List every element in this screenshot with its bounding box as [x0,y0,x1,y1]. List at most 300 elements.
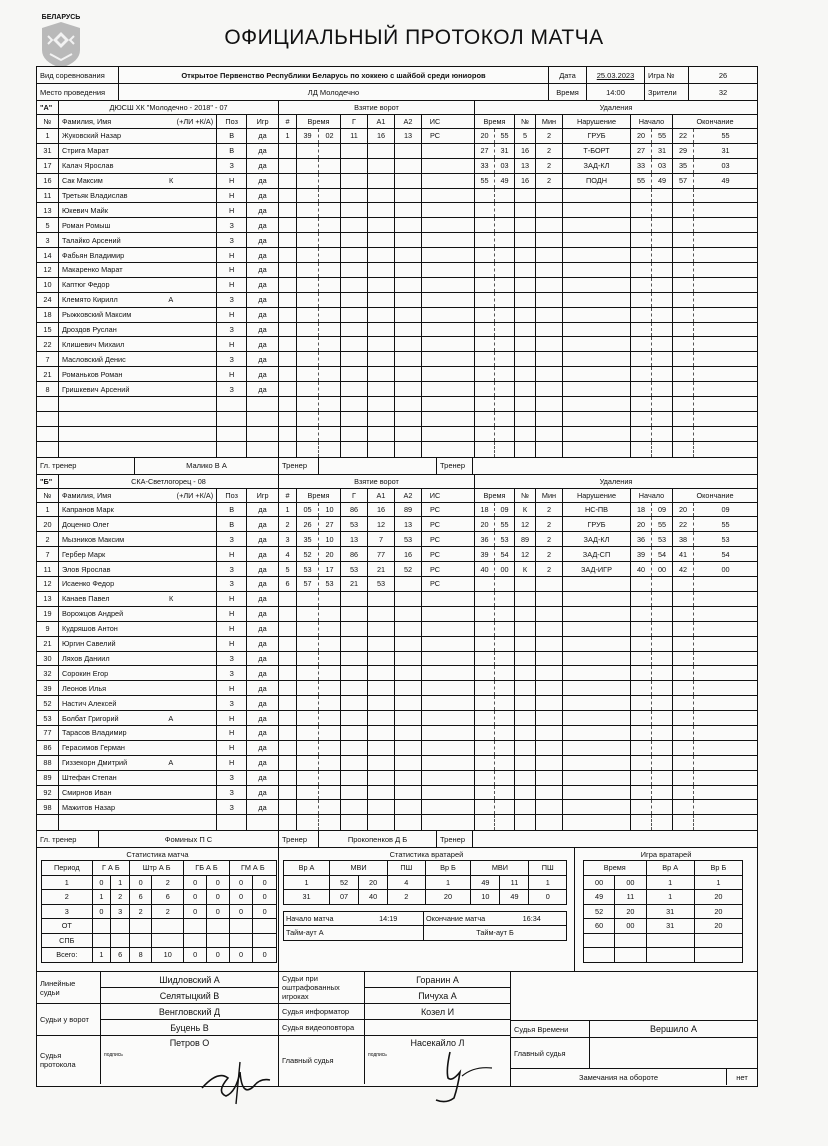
penalty-end-sec [694,786,757,800]
player-name: Каптюг Федор [61,280,110,290]
goal-number [279,189,297,203]
penalty-second: 31 [495,144,515,158]
player-name-cell [59,607,217,621]
player-played: да [258,519,267,529]
penalty-end-min [673,442,694,457]
penalty-end-min [673,786,694,800]
penalty-second: 00 [495,562,515,576]
gk-a-number: 1 [284,875,330,890]
competition-label: Вид соревнования [37,67,119,83]
penalty-player [515,637,536,651]
goal-second [319,308,341,322]
penalty-player [515,293,536,307]
goal-number [279,786,297,800]
penalty-end-sec [694,233,757,247]
player-position: З [217,800,247,814]
player-name-cell [59,203,217,217]
stats-value [130,919,152,934]
player-name-cell [59,412,217,426]
match-times-table [283,911,567,941]
penalty-player [515,726,536,740]
stats-value [206,933,229,948]
penalty-end-min [673,741,694,755]
referee-name: Насекайло Л [410,1038,465,1049]
penalty-start-sec: 03 [652,159,673,173]
player-number: 10 [37,278,59,292]
player-row [37,144,278,159]
penalty-start-min: 40 [631,562,652,576]
penalty-minute [475,622,495,636]
player-row [37,666,278,681]
player-position [217,442,247,457]
penalty-start-min [631,696,652,710]
player-name-cell [59,577,217,591]
match-end-value: 16:34 [498,911,567,926]
stats-row [42,933,277,948]
penalty-second: 54 [495,547,515,561]
notes-value: нет [736,1072,748,1082]
penalty-end-min: 29 [673,144,694,158]
goal-minute [297,442,319,457]
penalty-end-min: 42 [673,562,694,576]
stats-period: Всего: [42,948,93,963]
goal-minute [297,711,319,725]
penalty-length [536,412,563,426]
penalty-minute [475,756,495,770]
player-name: Романьков Роман [61,369,123,379]
penalty-player [515,278,536,292]
stats-pim-header: Штр А Б [130,861,184,876]
penalty-infraction [563,815,631,830]
player-played: да [258,564,267,574]
penalty-second: 55 [495,517,515,531]
penalty-start-sec [652,218,673,232]
player-role-mark: К [168,594,174,604]
stats-value [253,919,277,934]
goal-minute [297,218,319,232]
player-played: да [258,624,267,634]
player-name-cell [59,144,217,158]
penalty-infraction [563,577,631,591]
penalty-row [475,352,757,367]
player-name-cell [59,681,217,695]
gk-play-row [584,919,743,934]
penalty-start-sec [652,741,673,755]
player-number: 53 [37,711,59,725]
goal-number [279,293,297,307]
penalty-infraction [563,352,631,366]
goal-assist-1 [368,741,395,755]
penalty-end-sec [694,248,757,262]
penalty-player [515,652,536,666]
player-played [247,815,278,830]
goal-scorer [341,815,368,830]
stats-value: 0 [92,904,111,919]
player-row [37,248,278,263]
penalty-end-sec [694,427,757,441]
penalty-end-min [673,323,694,337]
time-judge: Вершило А [589,1021,757,1037]
penalty-minute: 27 [475,144,495,158]
penalty-start-min [631,726,652,740]
player-row [37,442,278,457]
stats-value: 0 [253,948,277,963]
player-row [37,771,278,786]
goal-second: 10 [319,503,341,517]
goal-scorer [341,442,368,457]
penalty-player: 16 [515,174,536,188]
goal-assist-1 [368,278,395,292]
penalty-length [536,711,563,725]
penalty-row [475,367,757,382]
goal-second [319,382,341,396]
goal-scorer [341,412,368,426]
goal-row [279,726,474,741]
player-row [37,637,278,652]
goal-minute [297,412,319,426]
stats-value [130,933,152,948]
penalty-end-sec: 00 [721,564,730,574]
gk-stats-row [284,890,567,905]
goal-number [279,622,297,636]
penalty-row [475,771,757,786]
goal-second [319,637,341,651]
penalty-end-sec: 55 [721,519,730,529]
goal-situation [422,412,448,426]
player-played: да [258,549,267,559]
stats-value: 2 [152,875,184,890]
player-number: 20 [37,517,59,531]
goal-second [319,592,341,606]
penalty-player: 12 [515,547,536,561]
penalty-start-min [631,233,652,247]
penalty-player [515,308,536,322]
player-position: З [217,577,247,591]
penalty-start-sec: 00 [652,562,673,576]
goal-scorer [341,800,368,814]
linesman-1: Шидловский А [101,972,278,988]
player-name: Мызников Максим [61,534,125,544]
goal-assist-1 [368,203,395,217]
penalty-infraction [563,427,631,441]
goal-scorer [341,786,368,800]
penalty-second [495,263,515,277]
goal-row [279,397,474,412]
player-name-cell [59,652,217,666]
goal-row [279,367,474,382]
penalty-end-sec [694,218,757,232]
goal-number [279,756,297,770]
player-position: З [217,323,247,337]
penalty-end-sec [694,681,757,695]
penalty-start-sec [652,352,673,366]
penalty-length [536,337,563,351]
goal-hash-header: # [279,115,297,128]
penalty-start-min [631,681,652,695]
penalty-infraction [563,218,631,232]
goal-assist-2 [395,233,422,247]
penalty-end-min [673,800,694,814]
goal-number [279,427,297,441]
player-row [37,218,278,233]
player-row [37,174,278,189]
col-name-header [59,115,217,128]
goal-row [279,382,474,397]
goal-situation [422,248,448,262]
penalty-row [475,337,757,352]
goal-situation [422,233,448,247]
player-position [217,427,247,441]
player-number: 21 [37,367,59,381]
col-name-label: Фамилия, Имя [61,490,112,500]
goal-minute [297,726,319,740]
penalty-start-sec [652,577,673,591]
player-name: Канаев Павел [61,594,110,604]
penalty-start-min [631,756,652,770]
protocol-signature-icon [196,1052,276,1108]
player-position: З [217,218,247,232]
goal-scorer [341,637,368,651]
goal-scorer [341,726,368,740]
penalty-end-min [673,412,694,426]
stats-row [42,904,277,919]
player-position: З [217,562,247,576]
stats-value [206,919,229,934]
penalty-row [475,397,757,412]
goal-scorer [341,652,368,666]
penalty-infraction [563,607,631,621]
goal-row [279,337,474,352]
player-played: да [258,609,267,619]
penalty-start-min: 33 [631,159,652,173]
player-row [37,562,278,577]
goal-minute [297,293,319,307]
penalty-end-min [673,696,694,710]
penalty-second [495,771,515,785]
pen-num-header: № [515,489,536,502]
player-number: 1 [37,503,59,517]
goal-assist-1 [368,652,395,666]
venue-value: ЛД Молодечно [119,84,549,100]
stats-value [111,933,130,948]
penalty-infraction [563,786,631,800]
player-position: Н [217,756,247,770]
penalty-start-min [631,442,652,457]
player-number: 31 [37,144,59,158]
penalty-row [475,577,757,592]
player-played: да [258,280,267,290]
goal-row [279,532,474,547]
team-b-head-coach-label: Гл. тренер [37,831,99,847]
goal-situation [422,756,448,770]
player-name: Масловский Денис [61,354,126,364]
gk-a-seconds: 20 [359,875,388,890]
stats-value: 0 [206,948,229,963]
stats-row [42,890,277,905]
penalty-player [515,337,536,351]
goal-scorer [341,337,368,351]
goal-assist-2 [395,681,422,695]
penalty-end-min [673,203,694,217]
pen-infraction-header: Нарушение [563,489,631,502]
player-played [247,427,278,441]
stats-value: 0 [253,890,277,905]
penalty-player [515,741,536,755]
goal-g-header: Г [341,489,368,502]
penalty-second: 49 [495,174,515,188]
team-b-pens-title: Удаления [599,476,633,486]
goal-assist-2 [395,218,422,232]
player-number: 1 [37,129,59,143]
goal-number [279,308,297,322]
goal-assist-1 [368,815,395,830]
goal-time-header: Время [297,489,341,502]
player-name: Капранов Марк [61,505,114,515]
penalty-second [495,352,515,366]
gk-play-minute [584,948,615,963]
goal-assist-2: 16 [395,547,422,561]
goal-number [279,159,297,173]
penalty-infraction: ЗАД-ИГР [563,562,631,576]
penalty-length [536,248,563,262]
stats-value: 0 [184,875,207,890]
penalty-end-min [673,652,694,666]
penalty-length [536,741,563,755]
goal-row [279,218,474,233]
pen-time-header: Время [475,115,515,128]
goal-assist-1 [368,800,395,814]
goal-situation [422,771,448,785]
player-name: Герасимов Герман [61,743,125,753]
player-name: Болбат Григорий [61,713,119,723]
pen-num-header: № [515,115,536,128]
penalty-length: 2 [536,159,563,173]
penalty-second [495,622,515,636]
goal-minute: 57 [297,577,319,591]
player-position: В [217,503,247,517]
goal-number [279,352,297,366]
player-row [37,129,278,144]
goal-assist-2 [395,786,422,800]
goal-second [319,681,341,695]
penalty-end-sec [694,337,757,351]
goal-situation [422,323,448,337]
gk-play-second: 00 [615,919,646,934]
col-liка-label: (+ЛИ +К/А) [176,490,214,500]
penalty-end-sec: 09 [721,505,730,515]
goal-row [279,800,474,815]
player-position: З [217,696,247,710]
player-name-cell [59,218,217,232]
penalty-row [475,547,757,562]
timeout-b-label: Тайм-аут Б [424,926,567,941]
penalty-player: К [515,562,536,576]
player-row [37,607,278,622]
goal-assist-1 [368,174,395,188]
player-position: Н [217,681,247,695]
penalty-infraction [563,666,631,680]
penalty-start-min [631,622,652,636]
goal-minute [297,352,319,366]
penalty-infraction [563,741,631,755]
penalty-row [475,532,757,547]
player-position: З [217,159,247,173]
player-number: 13 [37,203,59,217]
stats-value [152,933,184,948]
goal-number [279,248,297,262]
penalty-end-min: 22 [673,129,694,143]
goal-row [279,159,474,174]
goal-second [319,786,341,800]
goal-number [279,637,297,651]
penalty-length [536,442,563,457]
penalty-player [515,248,536,262]
goal-assist-1: 16 [368,503,395,517]
goal-second: 10 [319,532,341,546]
penalty-infraction [563,293,631,307]
player-name-cell [59,337,217,351]
stats-period: 3 [42,904,93,919]
linesman-2: Селятыцкий В [159,990,220,1001]
gk-play-row [584,875,743,890]
penalty-second [495,323,515,337]
linesmen-label: Линейные судьи [37,972,101,1003]
gk-stats-row [284,875,567,890]
player-row [37,233,278,248]
player-name: Настич Алексей [61,698,117,708]
goal-row [279,308,474,323]
player-name: Рыжковский Максим [61,310,132,320]
player-row [37,189,278,204]
stats-value: 2 [152,904,184,919]
player-position: З [217,666,247,680]
penalty-row [475,756,757,771]
player-row [37,263,278,278]
goal-assist-2 [395,711,422,725]
stats-pp-header: ГБ А Б [184,861,229,876]
gk-play-minute [584,933,615,948]
gk-play-b: 20 [694,890,742,905]
penalty-start-sec [652,622,673,636]
penalty-start-min [631,741,652,755]
player-name: Штефан Степан [61,773,117,783]
penalty-minute [475,278,495,292]
player-name-cell [59,308,217,322]
player-number: 16 [37,174,59,188]
gk-play-row [584,948,743,963]
penalty-minute: 20 [475,517,495,531]
player-number: 22 [37,337,59,351]
penalty-player: 16 [515,144,536,158]
player-name-cell [59,592,217,606]
goal-assist-1: 16 [368,129,395,143]
penalty-length: 2 [536,532,563,546]
referee-label: Главный судья [279,1036,365,1084]
penalty-start-sec [652,203,673,217]
penalty-second [495,189,515,203]
goal-assist-2 [395,159,422,173]
player-position: З [217,233,247,247]
gk-play-a [646,933,694,948]
team-a-tag: "А" [37,101,59,114]
penalty-end-sec [694,622,757,636]
goal-situation [422,442,448,457]
penalty-second [495,308,515,322]
player-played: да [258,683,267,693]
penalty-start-min [631,815,652,830]
player-played: да [258,265,267,275]
penalty-second: 55 [495,129,515,143]
